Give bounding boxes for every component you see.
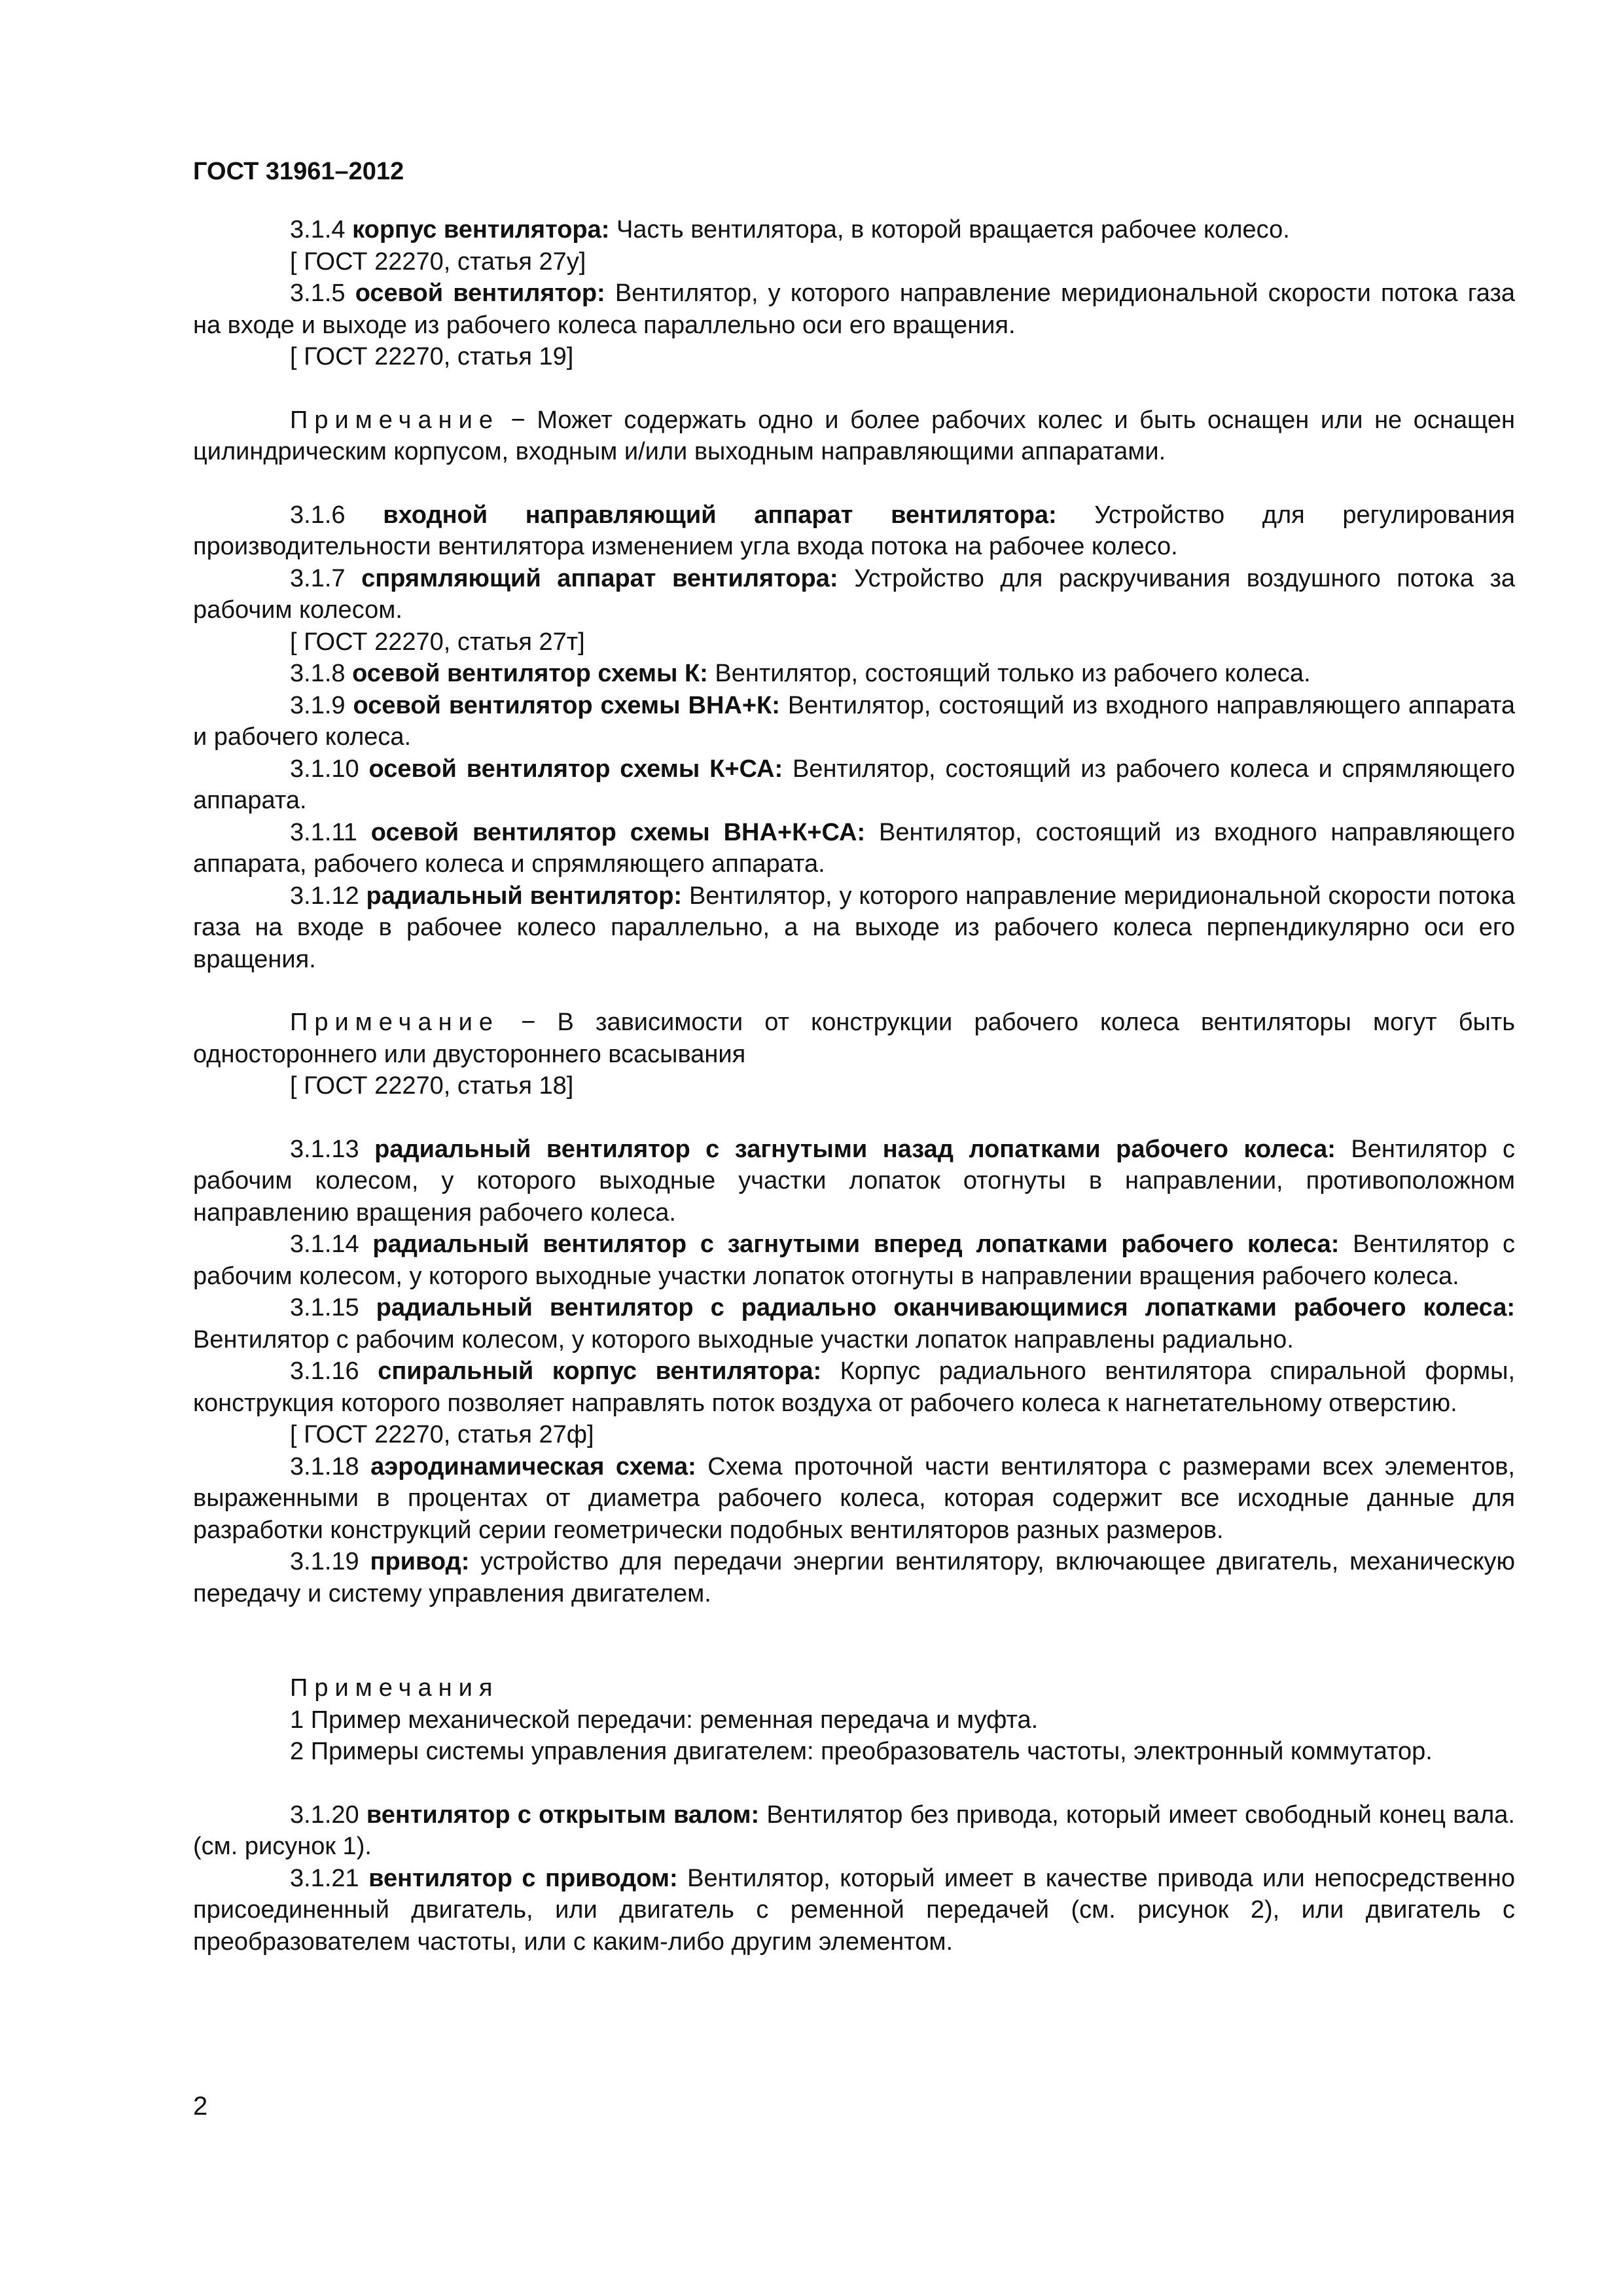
term-definition [193, 658, 1515, 690]
note [193, 404, 1515, 468]
term-definition [193, 1863, 1515, 1958]
clause-number: 3.1.11 [290, 818, 357, 846]
term-definition [193, 753, 1515, 817]
clause-number: 3.1.19 [290, 1548, 359, 1575]
clause-number: 3.1.14 [290, 1230, 359, 1258]
term-definition [193, 1451, 1515, 1547]
term-text: Корпус радиального вентилятора спиральной формы, конструкция которого позволяет направлять поток воздуха от рабочего колеса к нагнетательному отверстию. [193, 1357, 1516, 1417]
term-definition [193, 278, 1515, 341]
term-name: вентилятор с приводом: [368, 1864, 678, 1892]
note-item: 1 Пример механической передачи: ременная передача и муфта. [290, 1706, 1039, 1734]
term-text: Вентилятор без привода, который имеет свободный конец вала. (см. рисунок 1). [193, 1801, 1515, 1860]
clause-number: 3.1.10 [290, 755, 359, 783]
term-definition [193, 1292, 1515, 1355]
term-text: Устройство для регулирования производительности вентилятора изменением угла входа потока на рабочее колесо. [193, 501, 1516, 560]
note-item: 2 Примеры системы управления двигателем: преобразователь частоты, электронный коммутатор. [290, 1738, 1433, 1765]
clause-number: 3.1.9 [290, 691, 346, 719]
term-name: осевой вентилятор схемы К: [352, 660, 708, 687]
term-definition [193, 1546, 1515, 1609]
clause-number: 3.1.5 [290, 279, 346, 307]
term-definition [193, 563, 1515, 626]
term-text: Вентилятор, состоящий только из рабочего колеса. [707, 660, 1311, 687]
notes-heading [193, 1672, 1515, 1704]
term-name: осевой вентилятор схемы К+СА: [368, 755, 783, 783]
page-number: 2 [193, 2092, 208, 2121]
term-name: привод: [370, 1548, 470, 1575]
term-name: осевой вентилятор схемы ВНА+К+СА: [370, 818, 866, 846]
clause-number: 3.1.20 [290, 1801, 359, 1829]
reference: [ ГОСТ 22270, статья 18] [290, 1072, 574, 1100]
term-name: радиальный вентилятор: [366, 882, 683, 910]
note-label: Примечание [290, 1009, 499, 1036]
clause-number: 3.1.18 [290, 1452, 359, 1480]
term-definition [193, 1799, 1515, 1863]
clause-number: 3.1.13 [290, 1135, 359, 1163]
term-name: спиральный корпус вентилятора: [378, 1357, 822, 1385]
reference: [ ГОСТ 22270, статья 27ф] [290, 1421, 594, 1448]
clause-number: 3.1.21 [290, 1864, 359, 1892]
term-definition [193, 214, 1515, 246]
clause-number: 3.1.6 [290, 501, 346, 529]
term-text: устройство для передачи энергии вентилятору, включающее двигатель, механическую передачу и систему управления двигателем. [193, 1548, 1516, 1607]
term-text: Схема проточной части вентилятора с размерами всех элементов, выраженными в процентах от диаметра рабочего колеса, которая содержит все исходные данные для разработки конструкций серии геометрически подобных вентиляторов разных размеров. [193, 1452, 1515, 1544]
term-name: вентилятор с открытым валом: [366, 1801, 760, 1829]
term-text: Вентилятор, состоящий из рабочего колеса и спрямляющего аппарата. [193, 755, 1515, 814]
reference: [ ГОСТ 22270, статья 27т] [290, 628, 585, 656]
term-text: Часть вентилятора, в которой вращается рабочее колесо. [609, 216, 1290, 243]
term-definition [193, 1355, 1515, 1419]
term-text: Вентилятор, состоящий из входного направляющего аппарата, рабочего колеса и спрямляющего аппарата. [193, 818, 1515, 878]
term-definition [193, 1229, 1515, 1292]
term-name: корпус вентилятора: [352, 216, 610, 243]
term-definition [193, 817, 1515, 880]
clause-number: 3.1.15 [290, 1294, 359, 1321]
term-definition [193, 1134, 1515, 1229]
term-text: Вентилятор, который имеет в качестве привода или непосредственно присоединенный двигатель, или двигатель с ременной передачей (см. рисунок 2), или двигатель с преобразователем частоты, или с каким-либо другим элементом. [193, 1864, 1516, 1956]
reference: [ ГОСТ 22270, статья 27у] [290, 247, 586, 276]
term-name: аэродинамическая схема: [370, 1452, 696, 1480]
clause-number: 3.1.12 [290, 882, 359, 910]
note-label: Примечания [290, 1674, 499, 1702]
term-text: Вентилятор, у которого направление меридиональной скорости потока газа на входе и выходе из рабочего колеса параллельно оси его вращения. [193, 279, 1515, 339]
note-text: − В зависимости от конструкции рабочего колеса вентиляторы могут быть одностороннего или двустороннего всасывания [193, 1009, 1515, 1068]
term-name: радиальный вентилятор с загнутыми назад лопатками рабочего колеса: [374, 1135, 1336, 1163]
term-name: осевой вентилятор схемы ВНА+К: [353, 691, 780, 719]
term-name: осевой вентилятор: [355, 279, 605, 307]
note-label: Примечание [290, 406, 499, 434]
term-definition [193, 499, 1515, 563]
clause-number: 3.1.4 [290, 216, 346, 243]
term-definition [193, 880, 1515, 976]
note [193, 1007, 1515, 1070]
clause-number: 3.1.7 [290, 564, 346, 592]
reference: [ ГОСТ 22270, статья 19] [290, 343, 574, 370]
term-text: Устройство для раскручивания воздушного потока за рабочим колесом. [193, 564, 1515, 624]
document-body [193, 214, 1515, 1958]
term-name: радиальный вентилятор с загнутыми вперед лопатками рабочего колеса: [372, 1230, 1340, 1258]
term-name: радиальный вентилятор с радиально оканчивающимися лопатками рабочего колеса: [376, 1294, 1515, 1321]
term-text: Вентилятор с рабочим колесом, у которого выходные участки лопаток отогнуты в направлении вращения рабочего колеса. [193, 1230, 1515, 1290]
clause-number: 3.1.8 [290, 660, 346, 687]
clause-number: 3.1.16 [290, 1357, 359, 1385]
document-header: ГОСТ 31961–2012 [193, 158, 404, 185]
term-text: Вентилятор, состоящий из входного направляющего аппарата и рабочего колеса. [193, 691, 1515, 751]
term-text: Вентилятор с рабочим колесом, у которого выходные участки лопаток отогнуты в направлении, противоположном направлению вращения рабочего колеса. [193, 1135, 1515, 1227]
term-name: спрямляющий аппарат вентилятора: [361, 564, 838, 592]
term-definition [193, 690, 1515, 753]
term-text: Вентилятор с рабочим колесом, у которого выходные участки лопаток направлены радиально. [193, 1325, 1294, 1354]
note-text: − Может содержать одно и более рабочих колес и быть оснащен или не оснащен цилиндрическим корпусом, входным и/или выходным направляющими аппаратами. [193, 406, 1515, 465]
term-text: Вентилятор, у которого направление меридиональной скорости потока газа на входе в рабочее колесо параллельно, а на выходе из рабочего колеса перпендикулярно оси его вращения. [193, 882, 1515, 973]
term-name: входной направляющий аппарат вентилятора: [383, 501, 1057, 529]
